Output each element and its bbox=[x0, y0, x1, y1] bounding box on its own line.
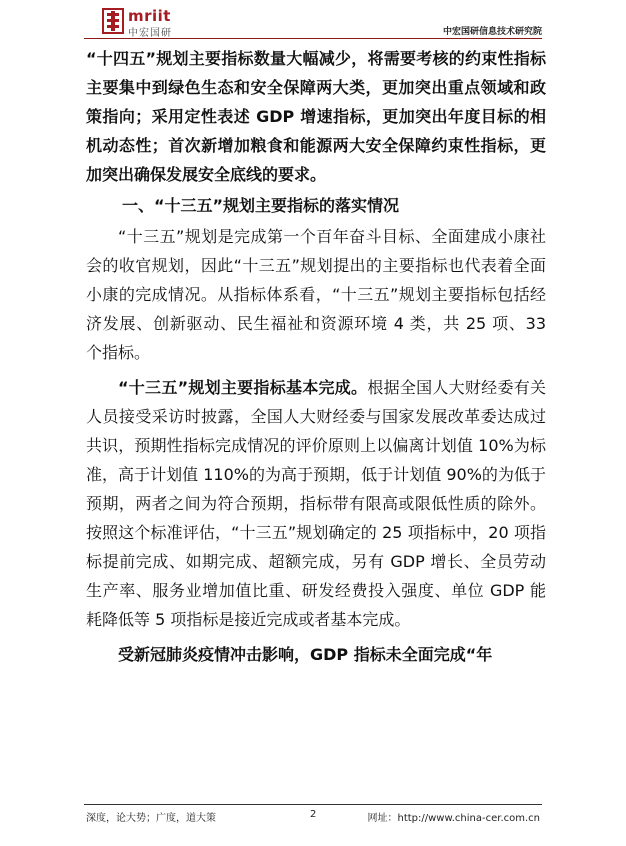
paragraph-2: “十三五”规划是完成第一个百年奋斗目标、全面建成小康社会的收官规划，因此“十三五”规划提出的主要指标也代表着全面小康的完成情况。从指标体系看，“十三五”规划主要指标包括经济发展、创新驱动、民生福祉和资源环境 4 类，共 25 项、33 个指标。 bbox=[86, 227, 546, 362]
paragraph-3 bbox=[86, 373, 546, 634]
document-body bbox=[86, 44, 546, 669]
footer-slogan: 深度，论大势；广度，道大策 bbox=[86, 813, 216, 824]
footer-website: 网址：http://www.china-cer.com.cn bbox=[367, 813, 540, 824]
logo-text-cn: 中宏国研 bbox=[128, 28, 172, 39]
paragraph-3-body: 根据全国人大财经委有关人员接受采访时披露，全国人大财经委与国家发展改革委达成过共识，预期性指标完成情况的评价原则上以偏离计划值 10%为标准，高于计划值 110%的为高于预期，低于计划值 90%的为低于预期，两者之间为符合预期，指标带有限高或限低性质的除外。按照这个标准评估，“十三五”规划确定的 25 项指标中，20 项指标提前完成、如期完成、超额完成，另有 GDP 增长、全员劳动生产率、服务业增加值比重、研发经费投入强度、单位 GDP 能耗降低等 5 项指标是接近完成或者基本完成。 bbox=[86, 378, 546, 629]
page-number: 2 bbox=[310, 809, 317, 820]
logo bbox=[102, 8, 192, 38]
paragraph-3-lead: “十三五”规划主要指标基本完成。 bbox=[118, 378, 368, 397]
section-heading: 一、“十三五”规划主要指标的落实情况 bbox=[122, 196, 400, 215]
org-name: 中宏国研信息技术研究院 bbox=[442, 27, 542, 37]
header-divider bbox=[84, 38, 542, 39]
page-footer bbox=[84, 804, 542, 825]
logo-text-en: mriit bbox=[128, 7, 171, 25]
paragraph-1: “十四五”规划主要指标数量大幅减少，将需要考核的约束性指标主要集中到绿色生态和安全保障两大类，更加突出重点领域和政策指向；采用定性表述 GDP 增速指标，更加突出年度目标的相机动态性；首次新增加粮食和能源两大安全保障约束性指标，更加突出确保发展安全底线的要求。 bbox=[86, 49, 546, 184]
paragraph-4: 受新冠肺炎疫情冲击影响，GDP 指标未全面完成“年 bbox=[118, 645, 493, 664]
page-header bbox=[0, 0, 626, 44]
logo-mark-icon bbox=[102, 8, 124, 34]
